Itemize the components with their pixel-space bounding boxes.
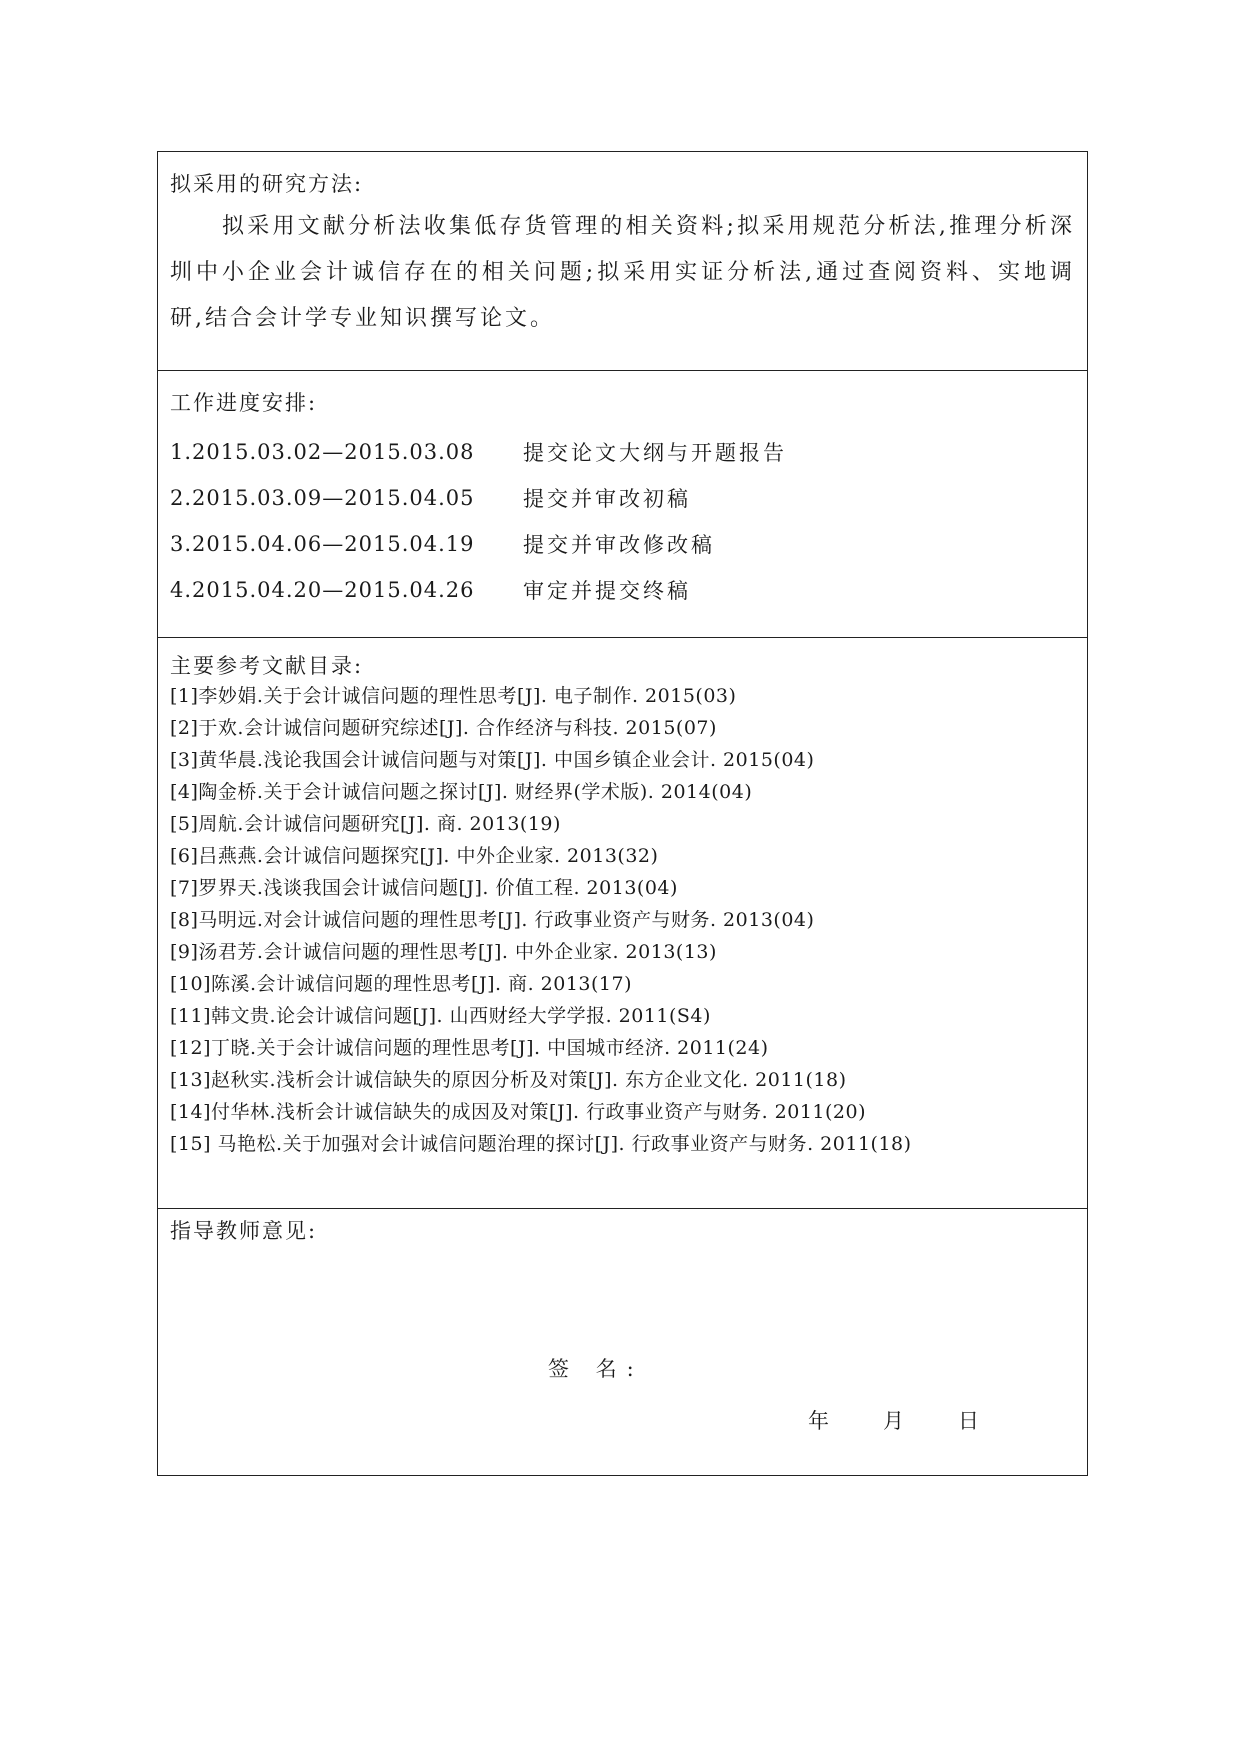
schedule-list [170, 429, 1075, 613]
reference-item: [7]罗界天.浅谈我国会计诚信问题[J]. 价值工程. 2013(04) [170, 877, 678, 899]
year-label: 年 [808, 1409, 829, 1433]
schedule-item [170, 521, 1075, 567]
schedule-date: 1.2015.03.02—2015.03.08 [170, 440, 475, 464]
reference-item: [14]付华林.浅析会计诚信缺失的成因及对策[J]. 行政事业资产与财务. 2011(20) [170, 1101, 866, 1123]
reference-item: [6]吕燕燕.会计诚信问题探究[J]. 中外企业家. 2013(32) [170, 845, 659, 867]
schedule-task: 审定并提交终稿 [523, 579, 691, 603]
references-label: 主要参考文献目录: [170, 654, 364, 678]
reference-item: [3]黄华晨.浅论我国会计诚信问题与对策[J]. 中国乡镇企业会计. 2015(04) [170, 749, 815, 771]
proposal-form-table [157, 151, 1088, 1476]
advisor-opinion-label: 指导教师意见: [170, 1219, 318, 1243]
reference-item: [12]丁晓.关于会计诚信问题的理性思考[J]. 中国城市经济. 2011(24) [170, 1037, 769, 1059]
schedule-task: 提交并审改初稿 [523, 487, 691, 511]
date-line [808, 1405, 979, 1435]
references-section [158, 638, 1087, 1209]
reference-item: [2]于欢.会计诚信问题研究综述[J]. 合作经济与科技. 2015(07) [170, 717, 717, 739]
schedule-task: 提交并审改修改稿 [523, 533, 715, 557]
signature-label: 签 名: [548, 1357, 644, 1381]
reference-item: [13]赵秋实.浅析会计诚信缺失的原因分析及对策[J]. 东方企业文化. 2011(18) [170, 1069, 847, 1091]
research-methods-label: 拟采用的研究方法: [170, 172, 364, 196]
reference-item: [15] 马艳松.关于加强对会计诚信问题治理的探讨[J]. 行政事业资产与财务. 2011(18) [170, 1133, 912, 1155]
day-label: 日 [958, 1409, 979, 1433]
research-methods-section [158, 152, 1087, 371]
research-methods-text: 拟采用文献分析法收集低存货管理的相关资料;拟采用规范分析法,推理分析深圳中小企业会计诚信存在的相关问题;拟采用实证分析法,通过查阅资料、实地调研,结合会计学专业知识撰写论文。 [170, 214, 1075, 331]
schedule-item [170, 567, 1075, 613]
advisor-opinion-section [158, 1209, 1087, 1475]
reference-item: [10]陈溪.会计诚信问题的理性思考[J]. 商. 2013(17) [170, 973, 632, 995]
month-label: 月 [883, 1409, 904, 1433]
reference-item: [4]陶金桥.关于会计诚信问题之探讨[J]. 财经界(学术版). 2014(04) [170, 781, 753, 803]
reference-item: [5]周航.会计诚信问题研究[J]. 商. 2013(19) [170, 813, 561, 835]
reference-item: [8]马明远.对会计诚信问题的理性思考[J]. 行政事业资产与财务. 2013(04) [170, 909, 815, 931]
work-schedule-label: 工作进度安排: [170, 391, 318, 415]
schedule-task: 提交论文大纲与开题报告 [523, 441, 787, 465]
reference-item: [11]韩文贵.论会计诚信问题[J]. 山西财经大学学报. 2011(S4) [170, 1005, 711, 1027]
schedule-date: 3.2015.04.06—2015.04.19 [170, 532, 475, 556]
schedule-date: 4.2015.04.20—2015.04.26 [170, 578, 475, 602]
work-schedule-section [158, 371, 1087, 638]
reference-list [170, 680, 1075, 1160]
schedule-item [170, 429, 1075, 475]
reference-item: [1]李妙娟.关于会计诚信问题的理性思考[J]. 电子制作. 2015(03) [170, 685, 737, 707]
reference-item: [9]汤君芳.会计诚信问题的理性思考[J]. 中外企业家. 2013(13) [170, 941, 717, 963]
schedule-item [170, 475, 1075, 521]
schedule-date: 2.2015.03.09—2015.04.05 [170, 486, 475, 510]
